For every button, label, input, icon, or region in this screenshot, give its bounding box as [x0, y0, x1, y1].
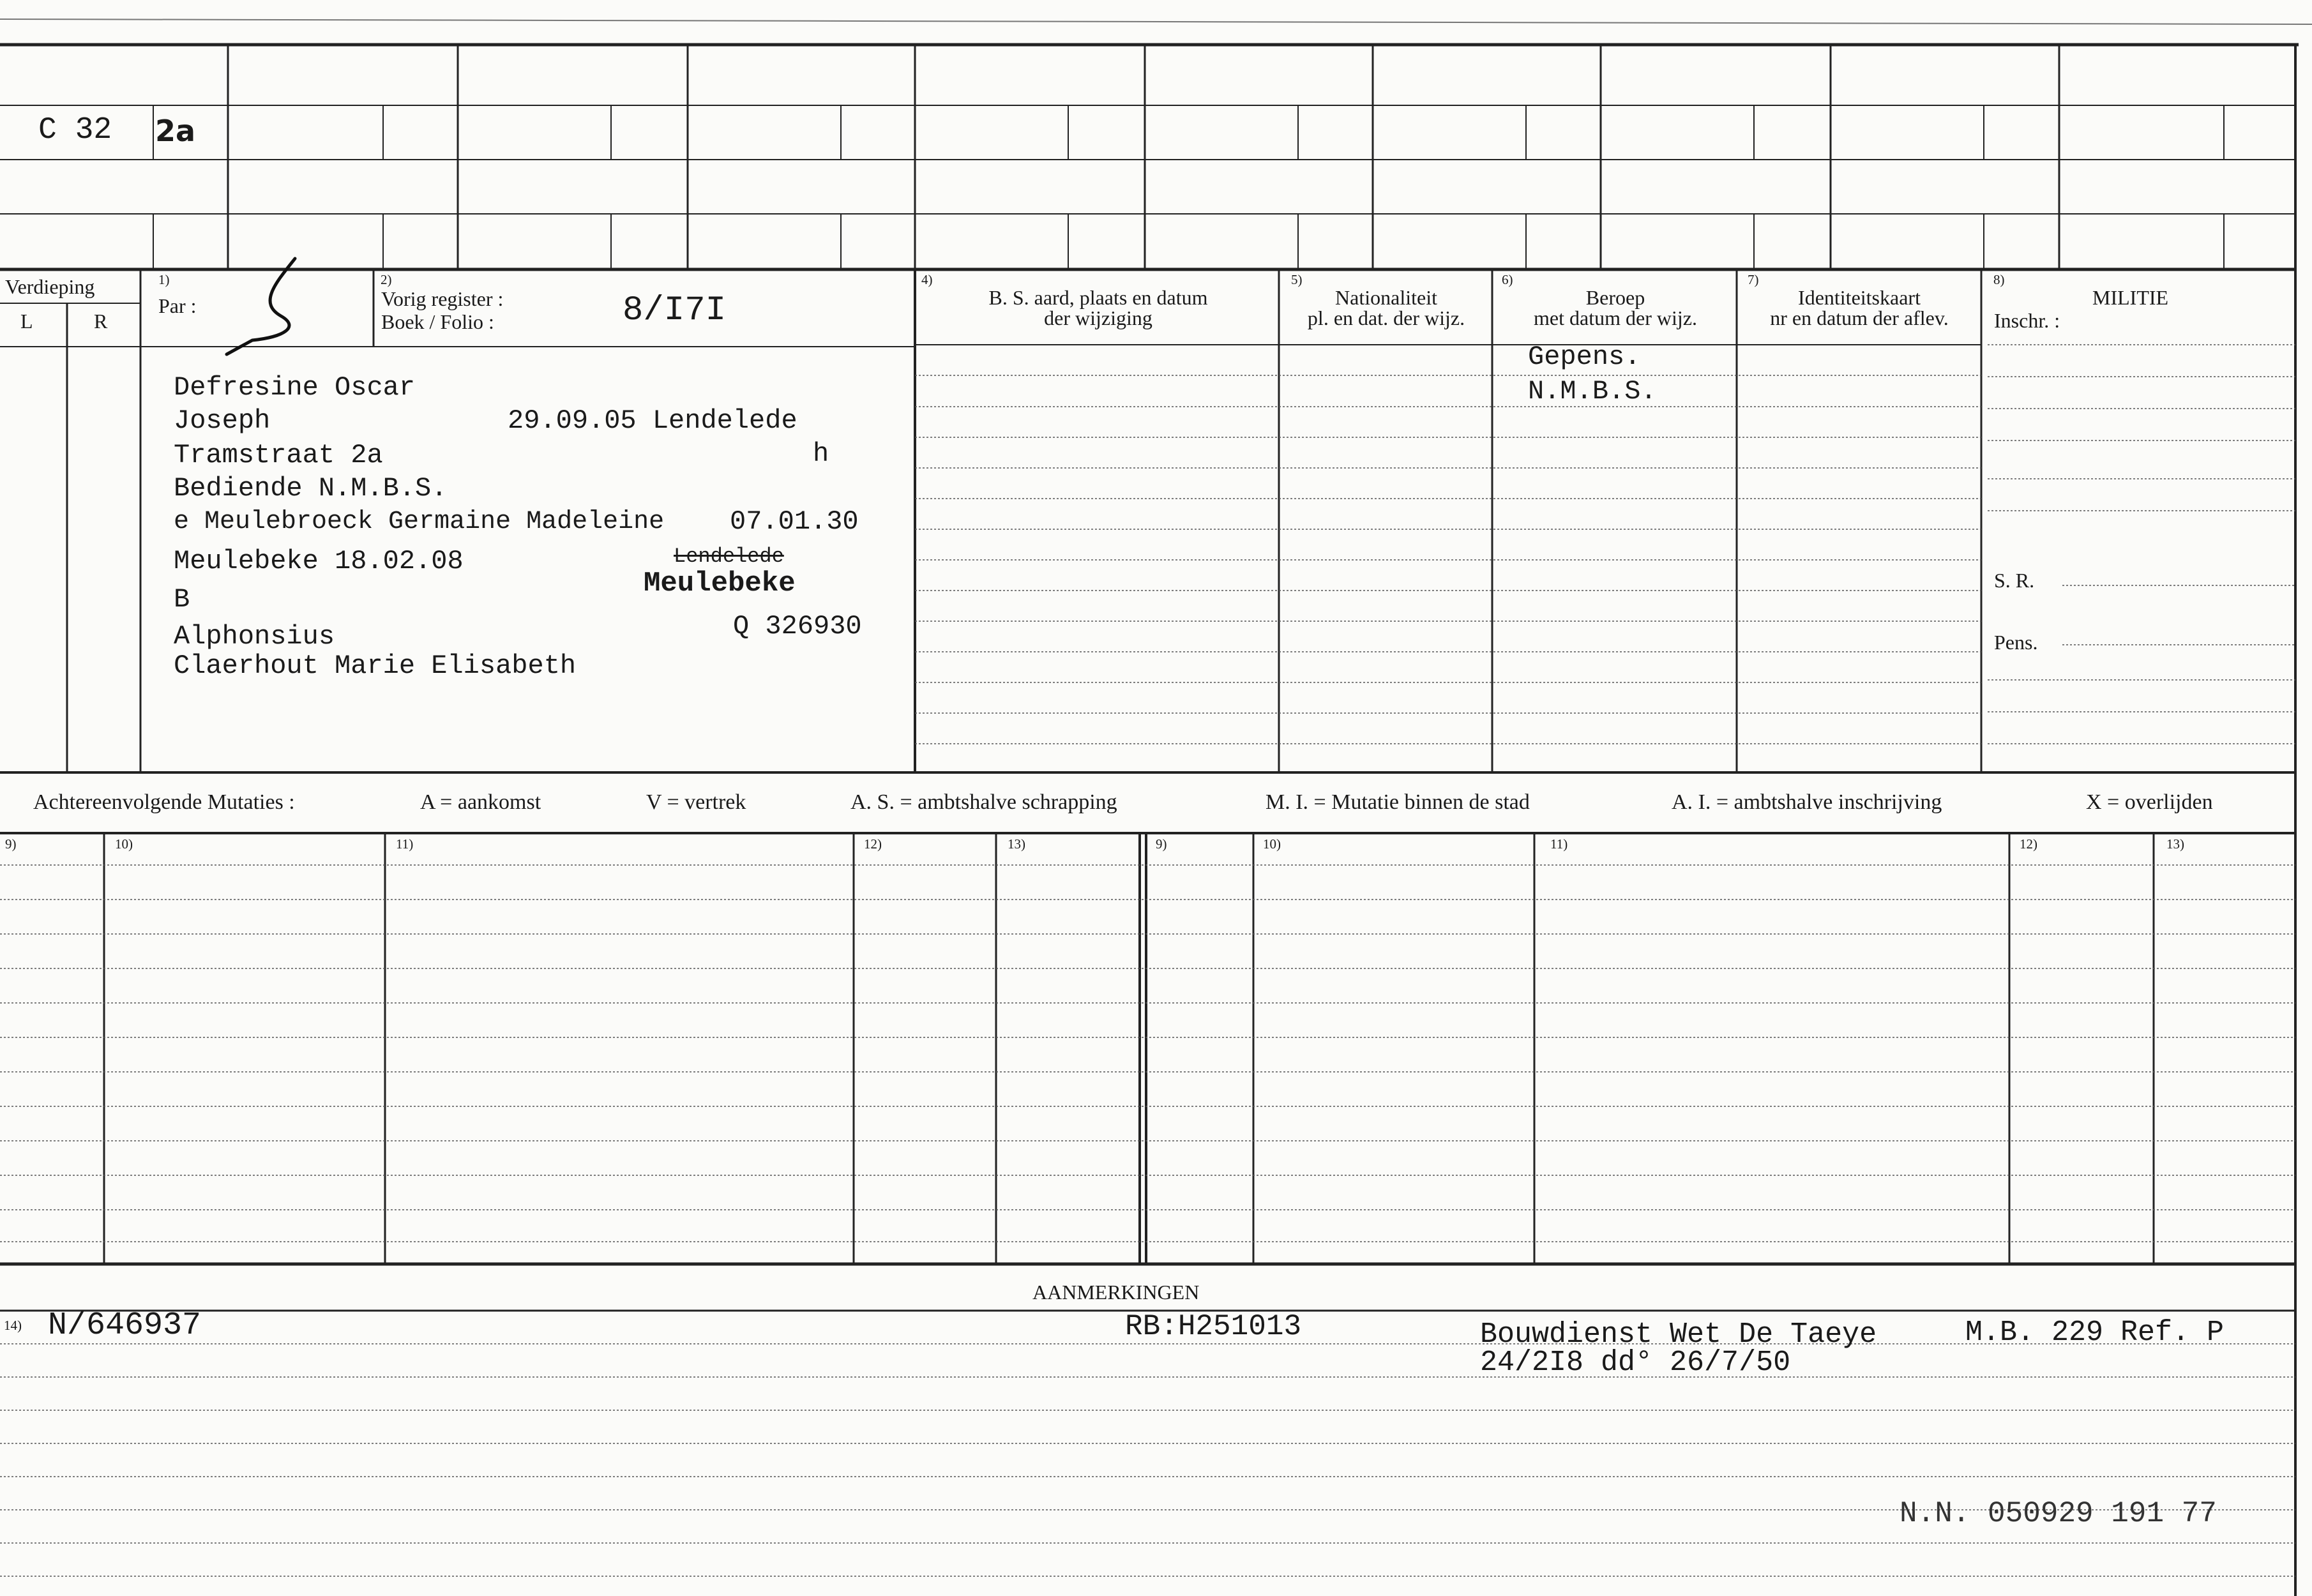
person-name-part2: sine Oscar: [254, 372, 416, 403]
mutation-col-9a: 9): [5, 836, 17, 852]
inschr-label: Inschr. :: [1994, 309, 2060, 332]
mutation-col-13a: 13): [1008, 836, 1025, 852]
verdieping-l: L: [20, 310, 33, 333]
spouse-birth: Meulebeke 18.02.08: [174, 546, 464, 576]
boek-folio-label: Boek / Folio :: [381, 310, 494, 333]
col2-number: 2): [381, 272, 392, 287]
mutation-col-13b: 13): [2166, 836, 2184, 852]
militie-title: MILITIE: [2092, 286, 2169, 309]
mutation-col-11a: 11): [396, 836, 414, 852]
col4-header-line1: B. S. aard, plaats en datum: [988, 286, 1208, 309]
col7-number: 7): [1748, 272, 1759, 287]
legend-v: V = vertrek: [646, 790, 746, 814]
remarks-nr: N/646937: [48, 1307, 202, 1344]
remarks-mb: M.B. 229 Ref. P: [1965, 1316, 2225, 1349]
boek-folio-value: 8/I7I: [623, 291, 727, 330]
legend-as: A. S. = ambtshalve schrapping: [850, 790, 1117, 814]
col6-number: 6): [1502, 272, 1513, 287]
col4-header-line2: der wijziging: [1044, 306, 1152, 329]
vorig-register-label: Vorig register :: [381, 287, 504, 310]
sr-label: S. R.: [1994, 569, 2035, 592]
col7-header-line1: Identiteitskaart: [1798, 286, 1921, 309]
aanmerkingen-title: AANMERKINGEN: [1032, 1281, 1200, 1304]
col6-header-line1: Beroep: [1585, 286, 1645, 309]
struck-place: Lendelede: [674, 545, 784, 568]
mutation-col-10a: 10): [115, 836, 133, 852]
mutation-col-9b: 9): [1156, 836, 1167, 852]
beroep-entry-1: Gepens.: [1528, 342, 1641, 372]
col4-header: [919, 287, 1277, 328]
occupation: Bediende N.M.B.S.: [174, 473, 448, 504]
birth-date-place: 29.09.05 Lendelede: [508, 405, 797, 436]
col5-header-line2: pl. en dat. der wijz.: [1307, 306, 1465, 329]
house-code: 2a: [155, 114, 196, 148]
id-number: Q 326930: [733, 611, 862, 642]
card-code: C 32: [38, 113, 112, 147]
address: Tramstraat 2a: [174, 440, 383, 471]
spouse-name: e Meulebroeck Germaine Madeleine: [174, 508, 665, 536]
legend-x: X = overlijden: [2086, 790, 2213, 814]
remarks-number: 14): [4, 1318, 22, 1333]
mutation-col-10b: 10): [1263, 836, 1281, 852]
pens-label: Pens.: [1994, 631, 2038, 654]
par-label: Par :: [158, 294, 197, 317]
mutation-col-11b: 11): [1550, 836, 1568, 852]
legend-a: A = aankomst: [420, 790, 541, 814]
mutation-col-12a: 12): [864, 836, 882, 852]
col5-header-line1: Nationaliteit: [1335, 286, 1437, 309]
corrected-place: Meulebeke: [644, 568, 796, 599]
col6-header-line2: met datum der wijz.: [1534, 306, 1697, 329]
mutaties-label: Achtereenvolgende Mutaties :: [33, 790, 295, 814]
remarks-bouwdienst: Bouwdienst Wet De Taeye: [1480, 1318, 1877, 1351]
person-second-name: Joseph: [174, 405, 271, 436]
marriage-date: 07.01.30: [730, 506, 859, 537]
col1-number: 1): [158, 272, 170, 287]
col5-header: [1281, 287, 1492, 328]
col6-header: [1494, 287, 1737, 328]
col7-header: [1738, 287, 1981, 328]
legend-mi: M. I. = Mutatie binnen de stad: [1266, 790, 1530, 814]
remarks-rb: RB:H251013: [1125, 1310, 1302, 1343]
national-number: N.N. 050929 191 77: [1900, 1497, 2217, 1530]
remarks-date: 24/2I8 dd° 26/7/50: [1480, 1346, 1791, 1379]
mother-name: Claerhout Marie Elisabeth: [174, 651, 577, 681]
col8-number: 8): [1993, 272, 2005, 287]
household-h: h: [813, 439, 829, 469]
mutation-col-12b: 12): [2020, 836, 2037, 852]
col5-number: 5): [1291, 272, 1303, 287]
legend-ai: A. I. = ambtshalve inschrijving: [1672, 790, 1942, 814]
marker-b: B: [174, 584, 190, 615]
verdieping-header: Verdieping: [5, 275, 95, 298]
person-name-part1: Defre: [174, 372, 255, 403]
verdieping-r: R: [94, 310, 108, 333]
person-name: [174, 374, 415, 401]
beroep-entry-2: N.M.B.S.: [1528, 376, 1657, 407]
col7-header-line2: nr en datum der aflev.: [1770, 306, 1949, 329]
col4-number: 4): [921, 272, 933, 287]
father-name: Alphonsius: [174, 621, 335, 652]
